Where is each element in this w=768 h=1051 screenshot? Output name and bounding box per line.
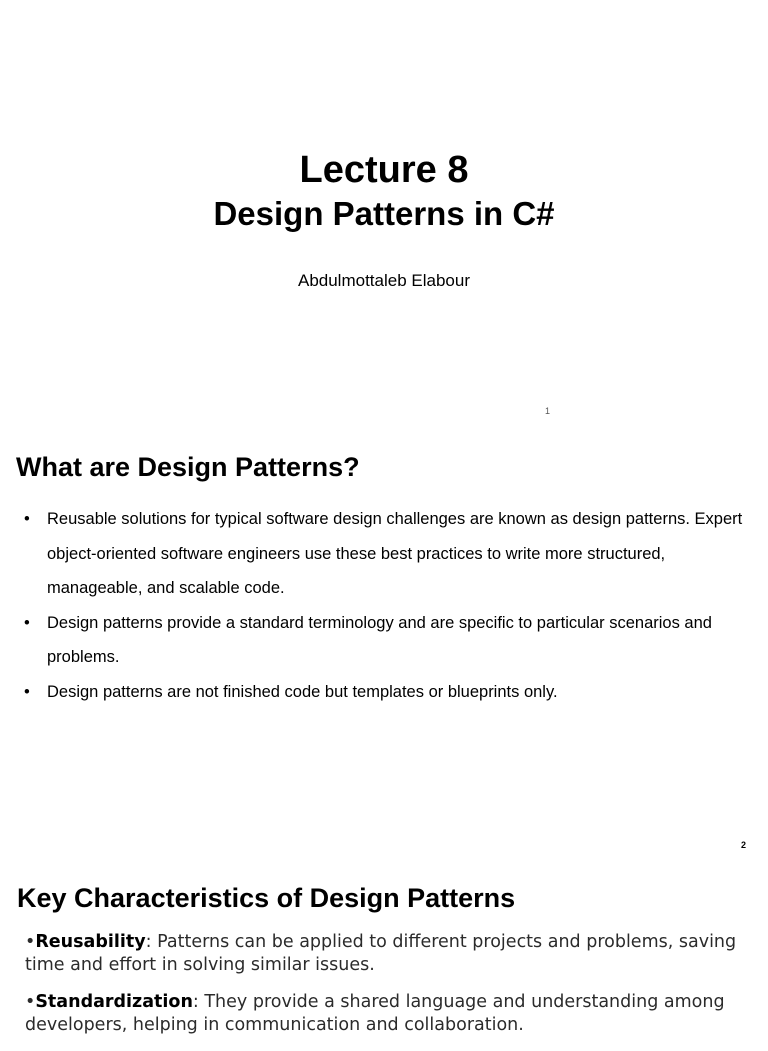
list-item-text: Design patterns are not finished code but templates or blueprints only. — [47, 682, 558, 701]
list-item — [25, 991, 745, 1037]
page-number: 2 — [740, 840, 746, 850]
lecture-topic-title: Design Patterns in C# — [213, 195, 555, 232]
list-item — [25, 931, 745, 977]
term-description: : Patterns can be applied to different projects and problems, saving time and effort in solving similar issues. — [25, 932, 737, 975]
characteristics-list — [25, 931, 745, 1051]
bullet-icon: • — [24, 510, 30, 528]
bullet-icon: • — [25, 932, 36, 952]
slide-1 — [0, 0, 768, 430]
bullet-icon: • — [24, 613, 30, 632]
term-label: Reusability — [35, 932, 146, 952]
bullet-icon: • — [24, 682, 30, 701]
slide-2 — [0, 430, 768, 855]
slide-3 — [0, 855, 768, 1035]
list-item — [0, 675, 768, 710]
lecture-number-title: Lecture 8 — [299, 149, 469, 191]
term-label: Standardization — [35, 992, 193, 1012]
list-item — [0, 502, 768, 606]
slide-title: What are Design Patterns? — [16, 452, 360, 482]
page-number: 1 — [545, 406, 551, 416]
list-item-text: Design patterns provide a standard terminology and are specific to particular scenarios and problems. — [47, 613, 712, 666]
slide-title: Key Characteristics of Design Patterns — [17, 883, 516, 913]
list-item — [0, 606, 768, 675]
bullet-list — [0, 502, 768, 709]
list-item-text: Reusable solutions for typical software design challenges are known as design patterns. Expert object-oriented software engineers use these best practices to write more structured, manageable, and scalable code. — [47, 510, 743, 597]
author-name: Abdulmottaleb Elabour — [297, 271, 470, 290]
bullet-icon: • — [25, 992, 36, 1012]
term-description: : They provide a shared language and understanding among developers, helping in communication and collaboration. — [25, 992, 725, 1035]
